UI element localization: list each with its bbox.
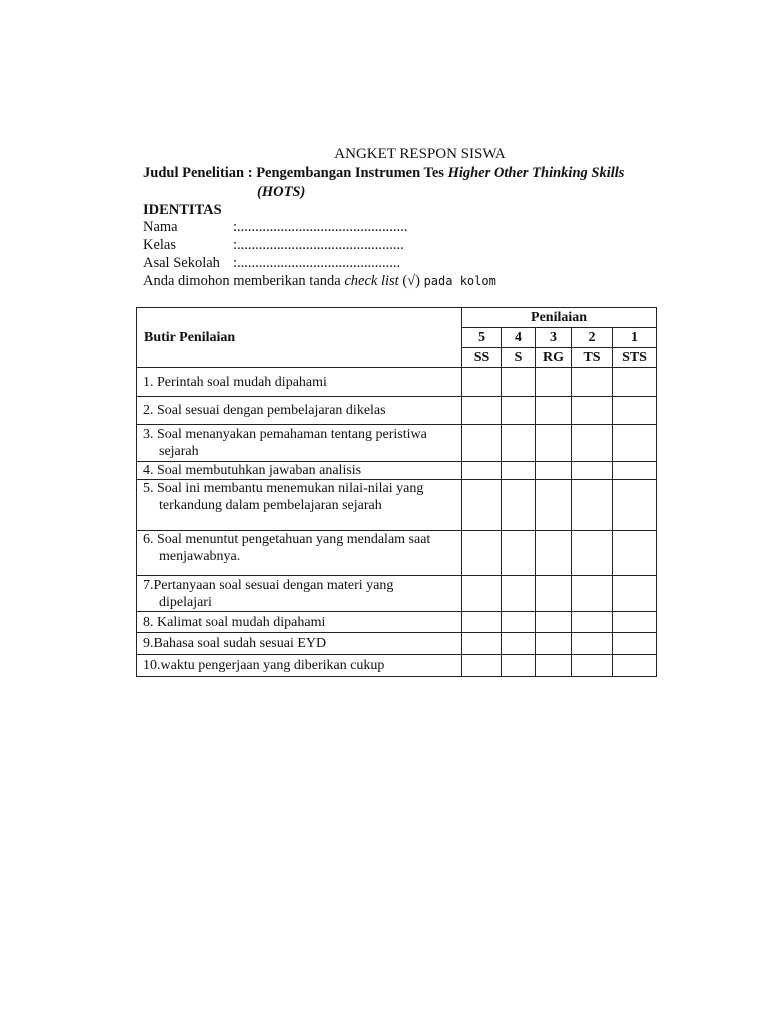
rating-checkbox-cell[interactable]: [462, 480, 502, 531]
rating-checkbox-cell[interactable]: [502, 480, 536, 531]
field-dots[interactable]: :.............................................: [233, 255, 401, 271]
item-text: 4. Soal membutuhkan jawaban analisis: [143, 463, 362, 478]
code-header: RG: [536, 348, 572, 368]
rating-checkbox-cell[interactable]: [536, 655, 572, 677]
rating-checkbox-cell[interactable]: [536, 612, 572, 633]
item-text: 2. Soal sesuai dengan pembelajaran dikelas: [143, 403, 386, 418]
rating-checkbox-cell[interactable]: [613, 531, 657, 576]
rating-checkbox-cell[interactable]: [572, 576, 613, 612]
rating-checkbox-cell[interactable]: [502, 612, 536, 633]
instruction-post: pada kolom: [423, 274, 496, 288]
item-text-continued: sejarah: [159, 444, 199, 459]
item-statement: [137, 531, 462, 576]
rating-checkbox-cell[interactable]: [572, 462, 613, 480]
table-row: [137, 397, 657, 425]
code-header: S: [502, 348, 536, 368]
code-header: STS: [613, 348, 657, 368]
item-text: 7.Pertanyaan soal sesuai dengan materi yang: [143, 577, 394, 593]
item-statement: [137, 612, 462, 633]
item-statement: [137, 576, 462, 612]
field-label: Asal Sekolah: [143, 255, 220, 271]
rating-checkbox-cell[interactable]: [613, 397, 657, 425]
instruction-pre: Anda dimohon memberikan tanda: [143, 273, 345, 289]
rating-group-header: Penilaian: [462, 308, 657, 328]
field-nama: [143, 218, 407, 237]
rating-checkbox-cell[interactable]: [572, 655, 613, 677]
rating-checkbox-cell[interactable]: [613, 633, 657, 655]
item-statement: [137, 462, 462, 480]
rating-checkbox-cell[interactable]: [462, 531, 502, 576]
rating-checkbox-cell[interactable]: [536, 425, 572, 462]
table-row: [137, 425, 657, 462]
table-row: [137, 462, 657, 480]
score-header: 4: [502, 328, 536, 348]
table-row: [137, 655, 657, 677]
rating-checkbox-cell[interactable]: [462, 425, 502, 462]
research-title-italic: Higher Other Thinking Skills: [447, 165, 625, 181]
rating-checkbox-cell[interactable]: [536, 576, 572, 612]
identity-heading: IDENTITAS: [143, 202, 222, 218]
rating-checkbox-cell[interactable]: [536, 368, 572, 397]
rating-checkbox-cell[interactable]: [462, 655, 502, 677]
rating-checkbox-cell[interactable]: [613, 480, 657, 531]
rating-checkbox-cell[interactable]: [613, 462, 657, 480]
item-statement: [137, 425, 462, 462]
rating-checkbox-cell[interactable]: [502, 397, 536, 425]
rating-checkbox-cell[interactable]: [502, 655, 536, 677]
rating-checkbox-cell[interactable]: [536, 531, 572, 576]
rating-checkbox-cell[interactable]: [613, 368, 657, 397]
instruction-italic: check list: [344, 273, 399, 289]
rating-checkbox-cell[interactable]: [572, 425, 613, 462]
rating-checkbox-cell[interactable]: [462, 633, 502, 655]
rating-checkbox-cell[interactable]: [462, 612, 502, 633]
table-row: [137, 368, 657, 397]
rating-checkbox-cell[interactable]: [462, 576, 502, 612]
score-header: 2: [572, 328, 613, 348]
item-text: 6. Soal menuntut pengetahuan yang mendalam saat: [143, 532, 431, 547]
rating-checkbox-cell[interactable]: [502, 531, 536, 576]
item-text: 1. Perintah soal mudah dipahami: [143, 374, 327, 390]
field-dots[interactable]: :..............................................: [233, 237, 404, 253]
rating-checkbox-cell[interactable]: [572, 633, 613, 655]
item-rows: [137, 368, 657, 677]
item-text: 5. Soal ini membantu menemukan nilai-nilai yang: [143, 481, 424, 496]
item-statement: [137, 633, 462, 655]
table-row: [137, 612, 657, 633]
item-text: 10.waktu pengerjaan yang diberikan cukup: [143, 658, 385, 673]
table-row: [137, 576, 657, 612]
table-row: [137, 531, 657, 576]
item-column-header: Butir Penilaian: [137, 308, 462, 368]
rating-checkbox-cell[interactable]: [502, 576, 536, 612]
rating-checkbox-cell[interactable]: [462, 397, 502, 425]
field-asal-sekolah: [143, 254, 400, 273]
rating-checkbox-cell[interactable]: [502, 425, 536, 462]
page-title: ANGKET RESPON SISWA: [334, 146, 506, 162]
item-statement: [137, 368, 462, 397]
item-text: 9.Bahasa soal sudah sesuai EYD: [143, 636, 327, 651]
rating-checkbox-cell[interactable]: [536, 480, 572, 531]
instruction-mid: (√): [398, 273, 424, 289]
item-statement: [137, 655, 462, 677]
field-dots[interactable]: :...............................................: [233, 219, 408, 235]
rating-checkbox-cell[interactable]: [572, 368, 613, 397]
research-title: [143, 164, 624, 183]
rating-checkbox-cell[interactable]: [462, 462, 502, 480]
rating-table: [136, 307, 657, 677]
item-text-continued: dipelajari: [159, 594, 212, 610]
rating-checkbox-cell[interactable]: [613, 612, 657, 633]
field-label: Kelas: [143, 237, 177, 253]
item-text-continued: menjawabnya.: [159, 549, 241, 564]
table-header-row: [137, 308, 657, 328]
rating-checkbox-cell[interactable]: [502, 633, 536, 655]
score-header: 1: [613, 328, 657, 348]
table-row: [137, 633, 657, 655]
rating-checkbox-cell[interactable]: [613, 576, 657, 612]
field-label: Nama: [143, 219, 178, 235]
instruction-text: [143, 272, 496, 291]
rating-checkbox-cell[interactable]: [462, 368, 502, 397]
rating-checkbox-cell[interactable]: [572, 531, 613, 576]
rating-checkbox-cell[interactable]: [502, 462, 536, 480]
item-text: 8. Kalimat soal mudah dipahami: [143, 614, 326, 630]
code-header: SS: [462, 348, 502, 368]
rating-checkbox-cell[interactable]: [502, 368, 536, 397]
score-header: 3: [536, 328, 572, 348]
research-title-continued: (HOTS): [257, 184, 306, 200]
field-kelas: [143, 236, 404, 255]
table-row: [137, 480, 657, 531]
rating-checkbox-cell[interactable]: [536, 633, 572, 655]
rating-checkbox-cell[interactable]: [572, 480, 613, 531]
rating-checkbox-cell[interactable]: [572, 612, 613, 633]
item-text-continued: terkandung dalam pembelajaran sejarah: [159, 498, 382, 513]
item-text: 3. Soal menanyakan pemahaman tentang peristiwa: [143, 427, 427, 442]
rating-checkbox-cell[interactable]: [613, 655, 657, 677]
score-header: 5: [462, 328, 502, 348]
research-title-label: Judul Penelitian : Pengembangan Instrumen Tes: [143, 165, 448, 181]
rating-checkbox-cell[interactable]: [536, 397, 572, 425]
rating-checkbox-cell[interactable]: [572, 397, 613, 425]
code-header: TS: [572, 348, 613, 368]
rating-checkbox-cell[interactable]: [536, 462, 572, 480]
item-statement: [137, 397, 462, 425]
item-statement: [137, 480, 462, 531]
rating-checkbox-cell[interactable]: [613, 425, 657, 462]
